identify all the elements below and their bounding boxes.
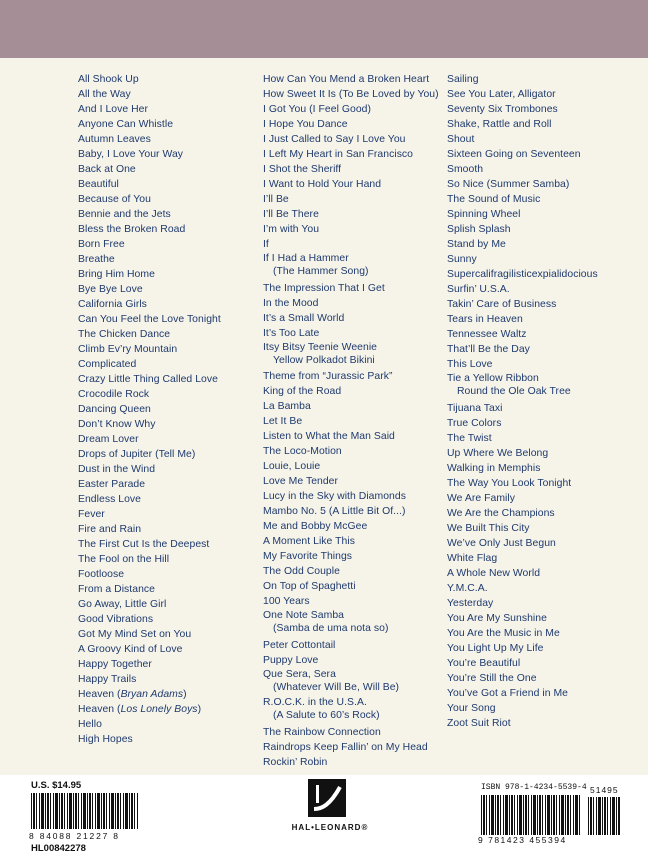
song-title	[263, 281, 441, 296]
song-title-text: Born Free	[78, 239, 125, 250]
song-title	[78, 327, 253, 342]
song-title	[78, 522, 253, 537]
song-title-text: Walking in Memphis	[447, 462, 541, 474]
song-title	[263, 474, 441, 489]
song-title	[263, 740, 441, 755]
song-title-text: The Loco-Motion	[263, 446, 342, 457]
song-title-text: Hello	[78, 719, 102, 730]
publisher-logo-icon	[308, 779, 346, 817]
song-title-text: California Girls	[78, 299, 147, 310]
song-title-text: Easter Parade	[78, 479, 146, 490]
song-title-text: You’re Beautiful	[447, 657, 521, 669]
song-title	[447, 207, 637, 222]
song-title	[263, 668, 441, 694]
song-title	[447, 596, 637, 611]
song-title-suffix: )	[183, 689, 187, 700]
song-title	[78, 612, 253, 627]
isbn-addon-number: 51495	[590, 785, 619, 795]
song-subtitle: (A Salute to 60’s Rock)	[273, 710, 380, 721]
song-title-text: A Moment Like This	[263, 536, 355, 547]
song-title	[447, 551, 637, 566]
song-title	[263, 72, 441, 87]
song-title-text: Crazy Little Thing Called Love	[78, 374, 218, 385]
publisher-logo	[289, 779, 371, 845]
song-title-text: Zoot Suit Riot	[447, 717, 511, 729]
song-title	[78, 552, 253, 567]
song-title	[78, 237, 253, 252]
song-title	[78, 582, 253, 597]
song-title-text: Seventy Six Trombones	[447, 104, 558, 115]
song-title	[263, 489, 441, 504]
song-title	[447, 282, 637, 297]
song-title	[447, 147, 637, 162]
song-title	[447, 252, 637, 267]
song-title	[78, 537, 253, 552]
song-title	[263, 132, 441, 147]
song-title-text: Bring Him Home	[78, 269, 155, 280]
song-subtitle: Yellow Polkadot Bikini	[273, 354, 375, 366]
song-title-text: In the Mood	[263, 297, 319, 309]
song-title	[263, 564, 441, 579]
song-title-text: 100 Years	[263, 596, 310, 607]
song-title-text: Surfin’ U.S.A.	[447, 284, 510, 295]
song-title-text: Listen to What the Man Said	[263, 431, 395, 442]
song-title-text: It’s a Small World	[263, 312, 345, 324]
song-title-text: Spinning Wheel	[447, 209, 521, 220]
song-title	[263, 459, 441, 474]
song-title-text: Me and Bobby McGee	[263, 521, 368, 532]
song-title-text: The Chicken Dance	[78, 329, 171, 340]
song-title-text: You’ve Got a Friend in Me	[447, 687, 568, 699]
song-title	[78, 147, 253, 162]
song-title-text: And I Love Her	[78, 104, 149, 115]
song-title-text: How Can You Mend a Broken Heart	[263, 74, 430, 85]
song-title	[78, 567, 253, 582]
song-title	[447, 416, 637, 431]
song-title-text: Smooth	[447, 164, 484, 175]
song-title-text: Heaven (	[78, 704, 121, 715]
song-title	[263, 162, 441, 177]
song-title	[78, 342, 253, 357]
song-title	[78, 72, 253, 87]
song-title-text: I Shot the Sheriff	[263, 164, 342, 175]
song-title-text: Happy Together	[78, 659, 152, 670]
song-title-text: Puppy Love	[263, 654, 319, 666]
isbn-barcode-number: 9 781423 455394	[478, 835, 567, 845]
song-title-text: Supercalifragilisticexpialidocious	[447, 269, 598, 280]
song-title	[447, 701, 637, 716]
isbn-addon-barcode	[588, 797, 620, 835]
song-title	[263, 102, 441, 117]
song-title	[78, 447, 253, 462]
song-title	[78, 312, 253, 327]
song-title	[447, 72, 637, 87]
song-title-text: From a Distance	[78, 584, 155, 595]
song-title-text: All Shook Up	[78, 74, 139, 85]
song-title-text: White Flag	[447, 552, 498, 564]
song-title-text: This Love	[447, 359, 493, 370]
publisher-name: HAL•LEONARD®	[291, 823, 369, 832]
song-title-text: Your Song	[447, 702, 496, 714]
song-title-text: Sailing	[447, 74, 479, 85]
song-title-text: I Hope You Dance	[263, 119, 348, 130]
song-title-text: That’ll Be the Day	[447, 344, 530, 355]
song-title	[78, 282, 253, 297]
song-title-text: You Are My Sunshine	[447, 612, 547, 624]
song-title	[263, 653, 441, 668]
song-title	[78, 297, 253, 312]
song-title	[78, 657, 253, 672]
price-label: U.S. $14.95	[31, 780, 82, 791]
song-title-text: Lucy in the Sky with Diamonds	[263, 491, 406, 502]
song-title-text: You Are the Music in Me	[447, 627, 560, 639]
song-title	[447, 222, 637, 237]
song-title-text: We’ve Only Just Begun	[447, 537, 556, 549]
song-title-text: Up Where We Belong	[447, 447, 549, 459]
song-title-text: Tie a Yellow Ribbon	[447, 373, 539, 384]
song-title-text: The First Cut Is the Deepest	[78, 539, 210, 550]
isbn-barcode	[481, 795, 581, 835]
song-title-text: So Nice (Summer Samba)	[447, 179, 570, 190]
song-title	[447, 476, 637, 491]
song-title	[263, 326, 441, 341]
song-title-text: You’re Still the One	[447, 672, 537, 684]
song-title-text: The Rainbow Connection	[263, 726, 381, 738]
song-title	[78, 627, 253, 642]
song-title	[78, 717, 253, 732]
song-title	[263, 311, 441, 326]
song-title	[447, 327, 637, 342]
song-title-text: We Built This City	[447, 522, 530, 534]
song-title	[78, 462, 253, 477]
song-title	[447, 671, 637, 686]
song-title	[78, 492, 253, 507]
song-title-text: Sixteen Going on Seventeen	[447, 149, 581, 160]
song-title	[447, 656, 637, 671]
song-title	[78, 192, 253, 207]
song-title-text: Heaven (	[78, 689, 121, 700]
song-title	[447, 491, 637, 506]
song-title-text: Shout	[447, 134, 475, 145]
song-title	[263, 444, 441, 459]
song-title-text: Tears in Heaven	[447, 314, 523, 325]
song-title	[263, 222, 441, 237]
song-title-text: Theme from “Jurassic Park”	[263, 371, 393, 382]
song-title-text: Que Sera, Sera	[263, 668, 336, 680]
song-title	[263, 414, 441, 429]
song-title-text: Footloose	[78, 569, 125, 580]
song-title-text: The Way You Look Tonight	[447, 477, 572, 489]
song-list	[0, 72, 648, 772]
song-title	[78, 702, 253, 717]
song-title-text: You Light Up My Life	[447, 642, 544, 654]
song-title-text: I’ll Be	[263, 194, 289, 205]
song-title-text: One Note Samba	[263, 610, 344, 621]
song-title	[263, 87, 441, 102]
song-title-text: Let It Be	[263, 416, 303, 427]
song-title	[447, 581, 637, 596]
song-title-text: Tijuana Taxi	[447, 402, 503, 414]
song-title	[263, 534, 441, 549]
song-title	[263, 117, 441, 132]
song-title	[447, 686, 637, 701]
song-title-suffix: )	[197, 704, 202, 715]
song-title	[78, 102, 253, 117]
song-title	[263, 341, 441, 367]
song-column-1	[78, 72, 253, 747]
song-title-text: Good Vibrations	[78, 614, 154, 625]
song-subtitle: Round the Ole Oak Tree	[457, 386, 571, 397]
isbn-label: ISBN 978-1-4234-5539-4	[481, 783, 587, 792]
song-title	[263, 177, 441, 192]
song-title-text: On Top of Spaghetti	[263, 581, 356, 592]
song-title-text: Fever	[78, 509, 105, 520]
song-title	[263, 638, 441, 653]
song-subtitle: (Whatever Will Be, Will Be)	[273, 681, 400, 693]
song-title-text: How Sweet It Is (To Be Loved by You)	[263, 89, 439, 100]
song-title-text: High Hopes	[78, 734, 133, 745]
song-title-text: Got My Mind Set on You	[78, 629, 192, 640]
song-title	[263, 252, 441, 278]
song-title-text: Endless Love	[78, 494, 141, 505]
song-subtitle: (The Hammer Song)	[273, 266, 369, 277]
song-title	[447, 87, 637, 102]
song-title	[263, 755, 441, 770]
song-title-text: R.O.C.K. in the U.S.A.	[263, 697, 367, 708]
song-title	[447, 102, 637, 117]
song-title-text: Splish Splash	[447, 224, 511, 235]
song-title	[447, 192, 637, 207]
song-title	[447, 626, 637, 641]
song-title-text: Mambo No. 5 (A Little Bit Of...)	[263, 506, 406, 517]
song-title	[447, 357, 637, 372]
song-title	[447, 312, 637, 327]
song-title	[447, 267, 637, 282]
song-title	[447, 611, 637, 626]
song-title	[447, 536, 637, 551]
song-title-text: Shake, Rattle and Roll	[447, 119, 552, 130]
song-title-text: Beautiful	[78, 179, 119, 190]
song-title-text: Sunny	[447, 254, 477, 265]
song-title-text: Autumn Leaves	[78, 134, 151, 145]
song-title-text: Climb Ev’ry Mountain	[78, 344, 178, 355]
song-title-text: Rockin’ Robin	[263, 756, 328, 768]
song-title	[263, 147, 441, 162]
song-title	[447, 446, 637, 461]
song-title-text: I’m with You	[263, 224, 320, 235]
song-title	[263, 519, 441, 534]
song-title	[263, 207, 441, 222]
song-title	[78, 672, 253, 687]
song-title	[78, 207, 253, 222]
song-title-text: Raindrops Keep Fallin’ on My Head	[263, 741, 428, 753]
song-title-text: It’s Too Late	[263, 327, 320, 339]
song-title-text: Tennessee Waltz	[447, 329, 527, 340]
song-title-text: Breathe	[78, 254, 115, 265]
song-title-text: Don’t Know Why	[78, 419, 156, 430]
song-title	[263, 237, 441, 252]
song-title	[78, 642, 253, 657]
song-title	[78, 132, 253, 147]
song-title-text: Dream Lover	[78, 434, 139, 445]
song-title	[447, 521, 637, 536]
song-title-text: We Are the Champions	[447, 507, 555, 519]
song-title	[263, 384, 441, 399]
song-title	[263, 369, 441, 384]
song-title-text: We Are Family	[447, 492, 516, 504]
song-title-text: If I Had a Hammer	[263, 253, 349, 264]
song-title	[263, 429, 441, 444]
song-title	[78, 402, 253, 417]
song-title	[78, 507, 253, 522]
product-code: HL00842278	[31, 843, 86, 854]
song-title	[447, 641, 637, 656]
song-title	[78, 162, 253, 177]
song-title	[78, 372, 253, 387]
song-title-text: Louie, Louie	[263, 461, 321, 472]
song-title-text: Love Me Tender	[263, 476, 339, 487]
song-title-text: The Twist	[447, 432, 492, 444]
song-title	[263, 192, 441, 207]
song-title	[78, 357, 253, 372]
song-title-text: Can You Feel the Love Tonight	[78, 314, 221, 325]
song-title-text: Yesterday	[447, 597, 494, 609]
song-title	[78, 222, 253, 237]
song-title-text: Go Away, Little Girl	[78, 599, 167, 610]
song-title-text: Complicated	[78, 359, 137, 370]
song-title-text: Crocodile Rock	[78, 389, 150, 400]
song-title-text: I Want to Hold Your Hand	[263, 179, 382, 190]
song-title	[263, 609, 441, 635]
song-title-text: Takin’ Care of Business	[447, 299, 557, 310]
song-title	[78, 177, 253, 192]
song-title	[263, 696, 441, 722]
song-title	[263, 504, 441, 519]
song-title	[78, 477, 253, 492]
song-artist: Bryan Adams	[120, 689, 184, 700]
song-column-3	[447, 72, 637, 731]
song-title-text: The Sound of Music	[447, 194, 541, 205]
song-title	[263, 579, 441, 594]
song-title-text: Baby, I Love Your Way	[78, 149, 184, 160]
song-title	[78, 252, 253, 267]
song-title	[263, 399, 441, 414]
song-title	[447, 461, 637, 476]
song-title-text: I Just Called to Say I Love You	[263, 134, 406, 145]
song-title-text: I’ll Be There	[263, 209, 319, 220]
song-title-text: All the Way	[78, 89, 131, 100]
song-title	[447, 566, 637, 581]
song-title-text: Bye Bye Love	[78, 284, 143, 295]
song-title-text: Drops of Jupiter (Tell Me)	[78, 449, 196, 460]
song-title-text: My Favorite Things	[263, 551, 353, 562]
song-artist: Los Lonely Boys	[120, 704, 198, 715]
song-title	[447, 401, 637, 416]
upc-barcode	[31, 793, 138, 829]
song-title	[447, 716, 637, 731]
song-title-text: A Groovy Kind of Love	[78, 644, 183, 655]
song-subtitle: (Samba de uma nota so)	[273, 623, 389, 634]
song-title	[78, 387, 253, 402]
song-title-text: Bless the Broken Road	[78, 224, 186, 235]
song-title	[447, 132, 637, 147]
song-title-text: If	[263, 239, 269, 250]
song-title-text: The Impression That I Get	[263, 282, 385, 294]
song-title-text: Fire and Rain	[78, 524, 142, 535]
song-title	[78, 432, 253, 447]
song-title-text: See You Later, Alligator	[447, 89, 556, 100]
song-title-text: Anyone Can Whistle	[78, 119, 174, 130]
song-title	[447, 237, 637, 252]
song-title	[263, 725, 441, 740]
song-title-text: Stand by Me	[447, 239, 506, 250]
song-title	[447, 506, 637, 521]
song-title-text: Happy Trails	[78, 674, 137, 685]
song-title	[447, 372, 637, 398]
song-title	[263, 296, 441, 311]
upc-barcode-number: 8 84088 21227 8	[29, 831, 120, 841]
song-title	[263, 549, 441, 564]
song-title-text: True Colors	[447, 417, 502, 429]
song-title	[78, 87, 253, 102]
song-title	[447, 431, 637, 446]
song-title	[78, 597, 253, 612]
top-color-band	[0, 0, 648, 58]
song-title-text: A Whole New World	[447, 567, 541, 579]
song-title	[78, 732, 253, 747]
song-title	[447, 117, 637, 132]
song-title	[78, 117, 253, 132]
song-title	[78, 267, 253, 282]
song-title-text: Y.M.C.A.	[447, 582, 488, 594]
song-column-2	[263, 72, 441, 770]
song-title-text: Back at One	[78, 164, 136, 175]
song-title-text: Peter Cottontail	[263, 639, 336, 651]
song-title	[447, 162, 637, 177]
song-title-text: I Got You (I Feel Good)	[263, 104, 372, 115]
song-title-text: I Left My Heart in San Francisco	[263, 149, 414, 160]
song-title-text: Itsy Bitsy Teenie Weenie	[263, 341, 378, 353]
back-cover-footer	[0, 775, 648, 864]
song-title	[447, 177, 637, 192]
song-title	[263, 594, 441, 609]
song-title-text: The Odd Couple	[263, 566, 340, 577]
song-title	[78, 687, 253, 702]
song-title	[447, 297, 637, 312]
song-title	[78, 417, 253, 432]
song-title-text: Bennie and the Jets	[78, 209, 171, 220]
song-title-text: Because of You	[78, 194, 151, 205]
song-title-text: Dancing Queen	[78, 404, 151, 415]
song-title-text: La Bamba	[263, 401, 311, 412]
song-title-text: Dust in the Wind	[78, 464, 156, 475]
song-title-text: The Fool on the Hill	[78, 554, 170, 565]
song-title-text: King of the Road	[263, 386, 342, 397]
song-title	[447, 342, 637, 357]
